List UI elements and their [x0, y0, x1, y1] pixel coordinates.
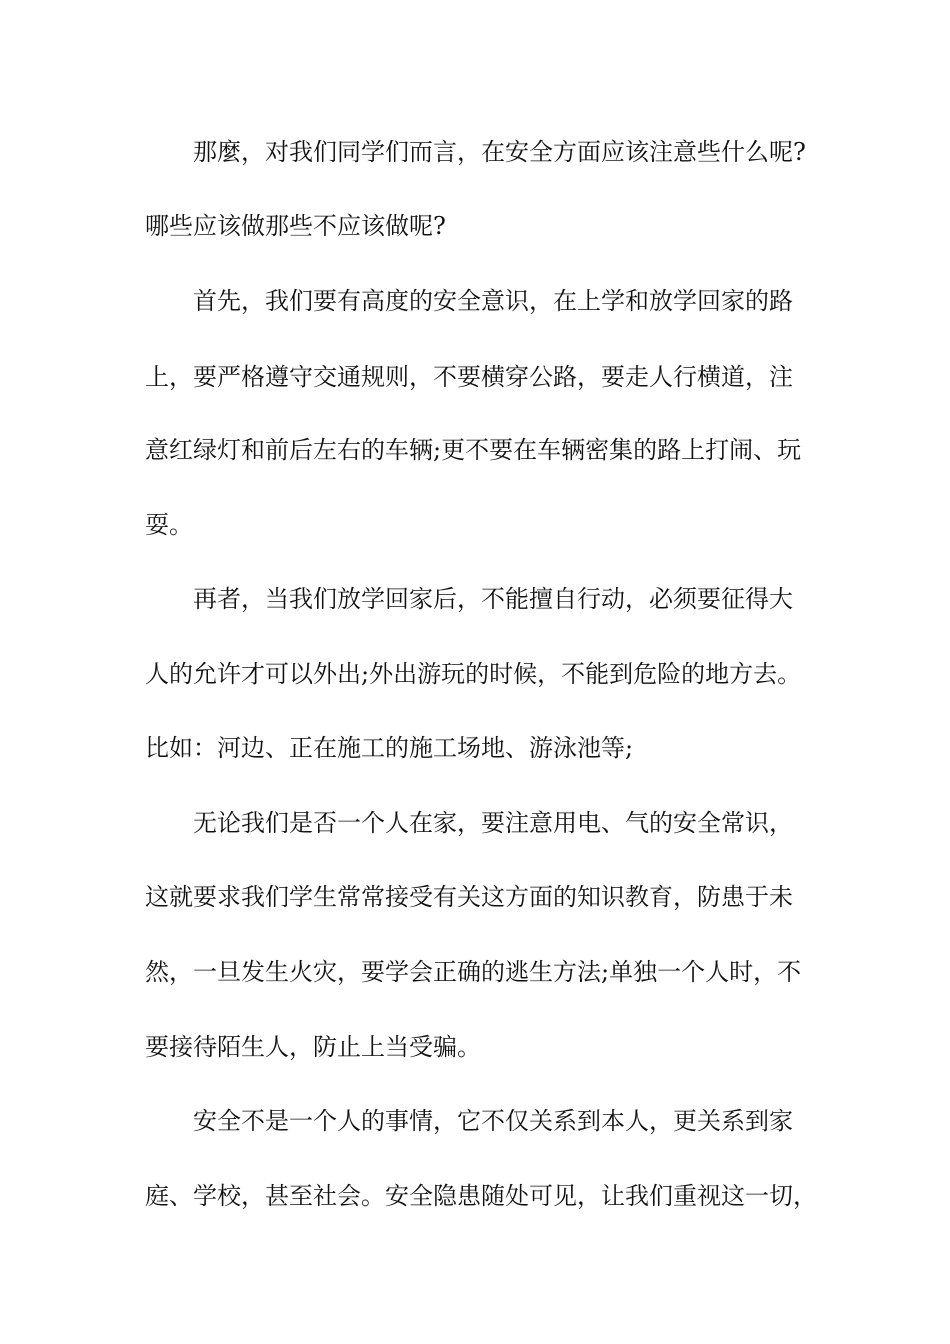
text-line: 庭、学校，甚至社会。安全隐患随处可见，让我们重视这一切，	[145, 1182, 817, 1210]
text-line: 要接待陌生人，防止上当受骗。	[145, 1033, 481, 1061]
text-line: 然，一旦发生火灾，要学会正确的逃生方法;单独一个人时，不	[145, 958, 802, 986]
text-line: 那麼，对我们同学们而言，在安全方面应该注意些什么呢?	[193, 138, 806, 166]
text-line: 比如：河边、正在施工的施工场地、游泳池等;	[145, 734, 634, 762]
text-line: 首先，我们要有高度的安全意识，在上学和放学回家的路	[193, 287, 793, 315]
text-line: 再者，当我们放学回家后，不能擅自行动，必须要征得大	[193, 585, 793, 613]
text-line: 意红绿灯和前后左右的车辆;更不要在车辆密集的路上打闹、玩	[145, 436, 802, 464]
text-line: 这就要求我们学生常常接受有关这方面的知识教育，防患于未	[145, 883, 793, 911]
text-line: 哪些应该做那些不应该做呢?	[145, 212, 446, 240]
text-line: 耍。	[145, 511, 193, 539]
text-line: 无论我们是否一个人在家，要注意用电、气的安全常识，	[193, 809, 793, 837]
text-line: 人的允许才可以外出;外出游玩的时候，不能到危险的地方去。	[145, 660, 802, 688]
text-line: 上，要严格遵守交通规则，不要横穿公路，要走人行横道，注	[145, 363, 793, 391]
text-line: 安全不是一个人的事情，它不仅关系到本人，更关系到家	[193, 1107, 793, 1135]
